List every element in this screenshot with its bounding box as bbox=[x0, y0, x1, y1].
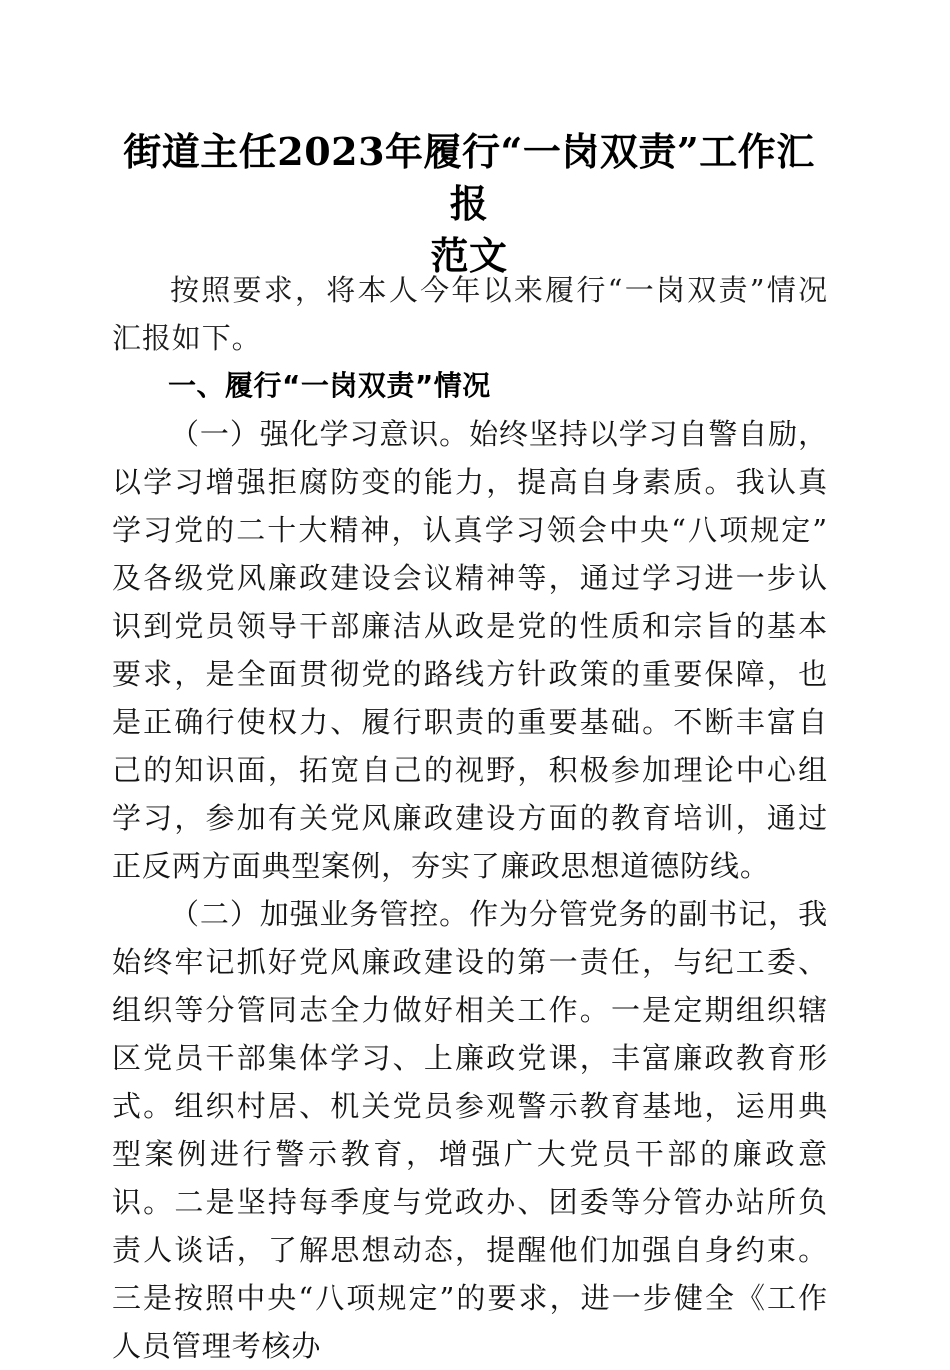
subsection-1-paragraph: （一）强化学习意识。始终坚持以学习自警自励，以学习增强拒腐防变的能力，提高自身素质。我认真学习党的二十大精神，认真学习领会中央“八项规定”及各级党风廉政建设会议精神等，通过学习进一步认识到党员领导干部廉洁从政是党的性质和宗旨的基本要求，是全面贯彻党的路线方针政策的重要保障，也是正确行使权力、履行职责的重要基础。不断丰富自己的知识面，拓宽自己的视野，积极参加理论中心组学习，参加有关党风廉政建设方面的教育培训，通过正反两方面典型案例，夯实了廉政思想道德防线。 bbox=[112, 417, 828, 883]
intro-paragraph: 按照要求，将本人今年以来履行“一岗双责”情况汇报如下。 bbox=[112, 273, 828, 355]
page-title-text-line-2: 范文 bbox=[430, 233, 508, 278]
page-title-text-line-1: 街道主任2023年履行“一岗双责”工作汇报 bbox=[123, 129, 815, 226]
subsection-2-paragraph: （二）加强业务管控。作为分管党务的副书记，我始终牢记抓好党风廉政建设的第一责任，与纪工委、组织等分管同志全力做好相关工作。一是定期组织辖区党员干部集体学习、上廉政党课，丰富廉政教育形式。组织村居、机关党员参观警示教育基地，运用典型案例进行警示教育，增强广大党员干部的廉政意识。二是坚持每季度与党政办、团委等分管办站所负责人谈话，了解思想动态，提醒他们加强自身约束。三是按照中央“八项规定”的要求，进一步健全《工作人员管理考核办 bbox=[112, 897, 828, 1363]
page-title bbox=[112, 126, 826, 282]
section-heading-1: 一、履行“一岗双责”情况 bbox=[168, 369, 491, 402]
document-body bbox=[112, 266, 828, 1370]
